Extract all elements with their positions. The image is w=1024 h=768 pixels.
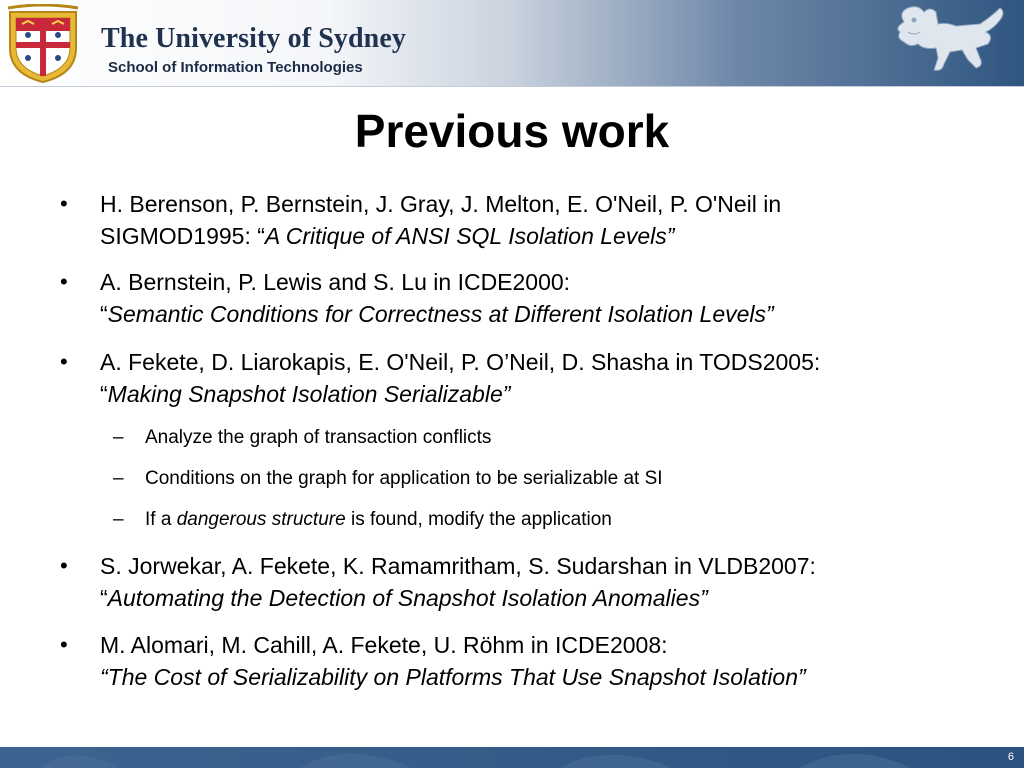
bullet-line bbox=[100, 298, 1000, 330]
university-name: The University of Sydney bbox=[101, 23, 406, 54]
bullet-line: H. Berenson, P. Bernstein, J. Gray, J. Melton, E. O'Neil, P. O'Neil in bbox=[100, 191, 782, 217]
school-name: School of Information Technologies bbox=[108, 59, 363, 76]
bullet-line bbox=[100, 582, 1000, 614]
paper-title: Semantic Conditions for Correctness at Different Isolation Levels” bbox=[107, 301, 774, 327]
citation-prefix: “ bbox=[100, 585, 108, 611]
dash-marker: – bbox=[113, 468, 124, 489]
paper-title: “The Cost of Serializability on Platforms That Use Snapshot Isolation” bbox=[100, 664, 806, 690]
slide-header bbox=[0, 0, 1024, 87]
university-crest-icon bbox=[6, 4, 80, 84]
bullet-line bbox=[100, 220, 1000, 252]
bullet-text bbox=[100, 188, 1000, 252]
paper-title: A Critique of ANSI SQL Isolation Levels” bbox=[264, 223, 675, 249]
bullet-line bbox=[100, 661, 1000, 693]
citation-prefix: SIGMOD1995: “ bbox=[100, 223, 265, 249]
page-number: 6 bbox=[1007, 751, 1014, 763]
lion-emblem-icon bbox=[884, 2, 1010, 84]
bullet-line bbox=[100, 378, 1000, 410]
bullet-marker: • bbox=[60, 632, 68, 657]
bullet-marker: • bbox=[60, 349, 68, 374]
bullet-text bbox=[100, 346, 1000, 410]
slide-footer bbox=[0, 747, 1024, 768]
bullet-marker: • bbox=[60, 269, 68, 294]
footer-pattern bbox=[0, 747, 1024, 768]
dash-marker: – bbox=[113, 427, 124, 448]
paper-title: Making Snapshot Isolation Serializable” bbox=[107, 381, 511, 407]
bullet-text bbox=[100, 550, 1000, 614]
bullet-text bbox=[100, 266, 1000, 330]
dash-marker: – bbox=[113, 509, 124, 530]
sub-item-suffix: is found, modify the application bbox=[345, 509, 612, 530]
bullet-line: M. Alomari, M. Cahill, A. Fekete, U. Röhm in ICDE2008: bbox=[100, 632, 668, 658]
bullet-line: S. Jorwekar, A. Fekete, K. Ramamritham, S. Sudarshan in VLDB2007: bbox=[100, 553, 816, 579]
citation-prefix: “ bbox=[100, 381, 108, 407]
bullet-line: A. Fekete, D. Liarokapis, E. O'Neil, P. O’Neil, D. Shasha in TODS2005: bbox=[100, 349, 821, 375]
slide-title: Previous work bbox=[354, 105, 670, 157]
paper-title: Automating the Detection of Snapshot Isolation Anomalies” bbox=[107, 585, 708, 611]
bullet-marker: • bbox=[60, 553, 68, 578]
sub-item-emphasis: dangerous structure bbox=[176, 509, 346, 530]
bullet-marker: • bbox=[60, 191, 68, 216]
sub-item-text bbox=[145, 508, 1005, 532]
sub-item-text: Conditions on the graph for application to be serializable at SI bbox=[145, 468, 663, 489]
bullet-line: A. Bernstein, P. Lewis and S. Lu in ICDE2000: bbox=[100, 269, 571, 295]
bullet-text bbox=[100, 629, 1000, 693]
sub-item-text: Analyze the graph of transaction conflicts bbox=[145, 427, 492, 448]
sub-item-prefix: If a bbox=[145, 509, 177, 530]
citation-prefix: “ bbox=[100, 301, 108, 327]
